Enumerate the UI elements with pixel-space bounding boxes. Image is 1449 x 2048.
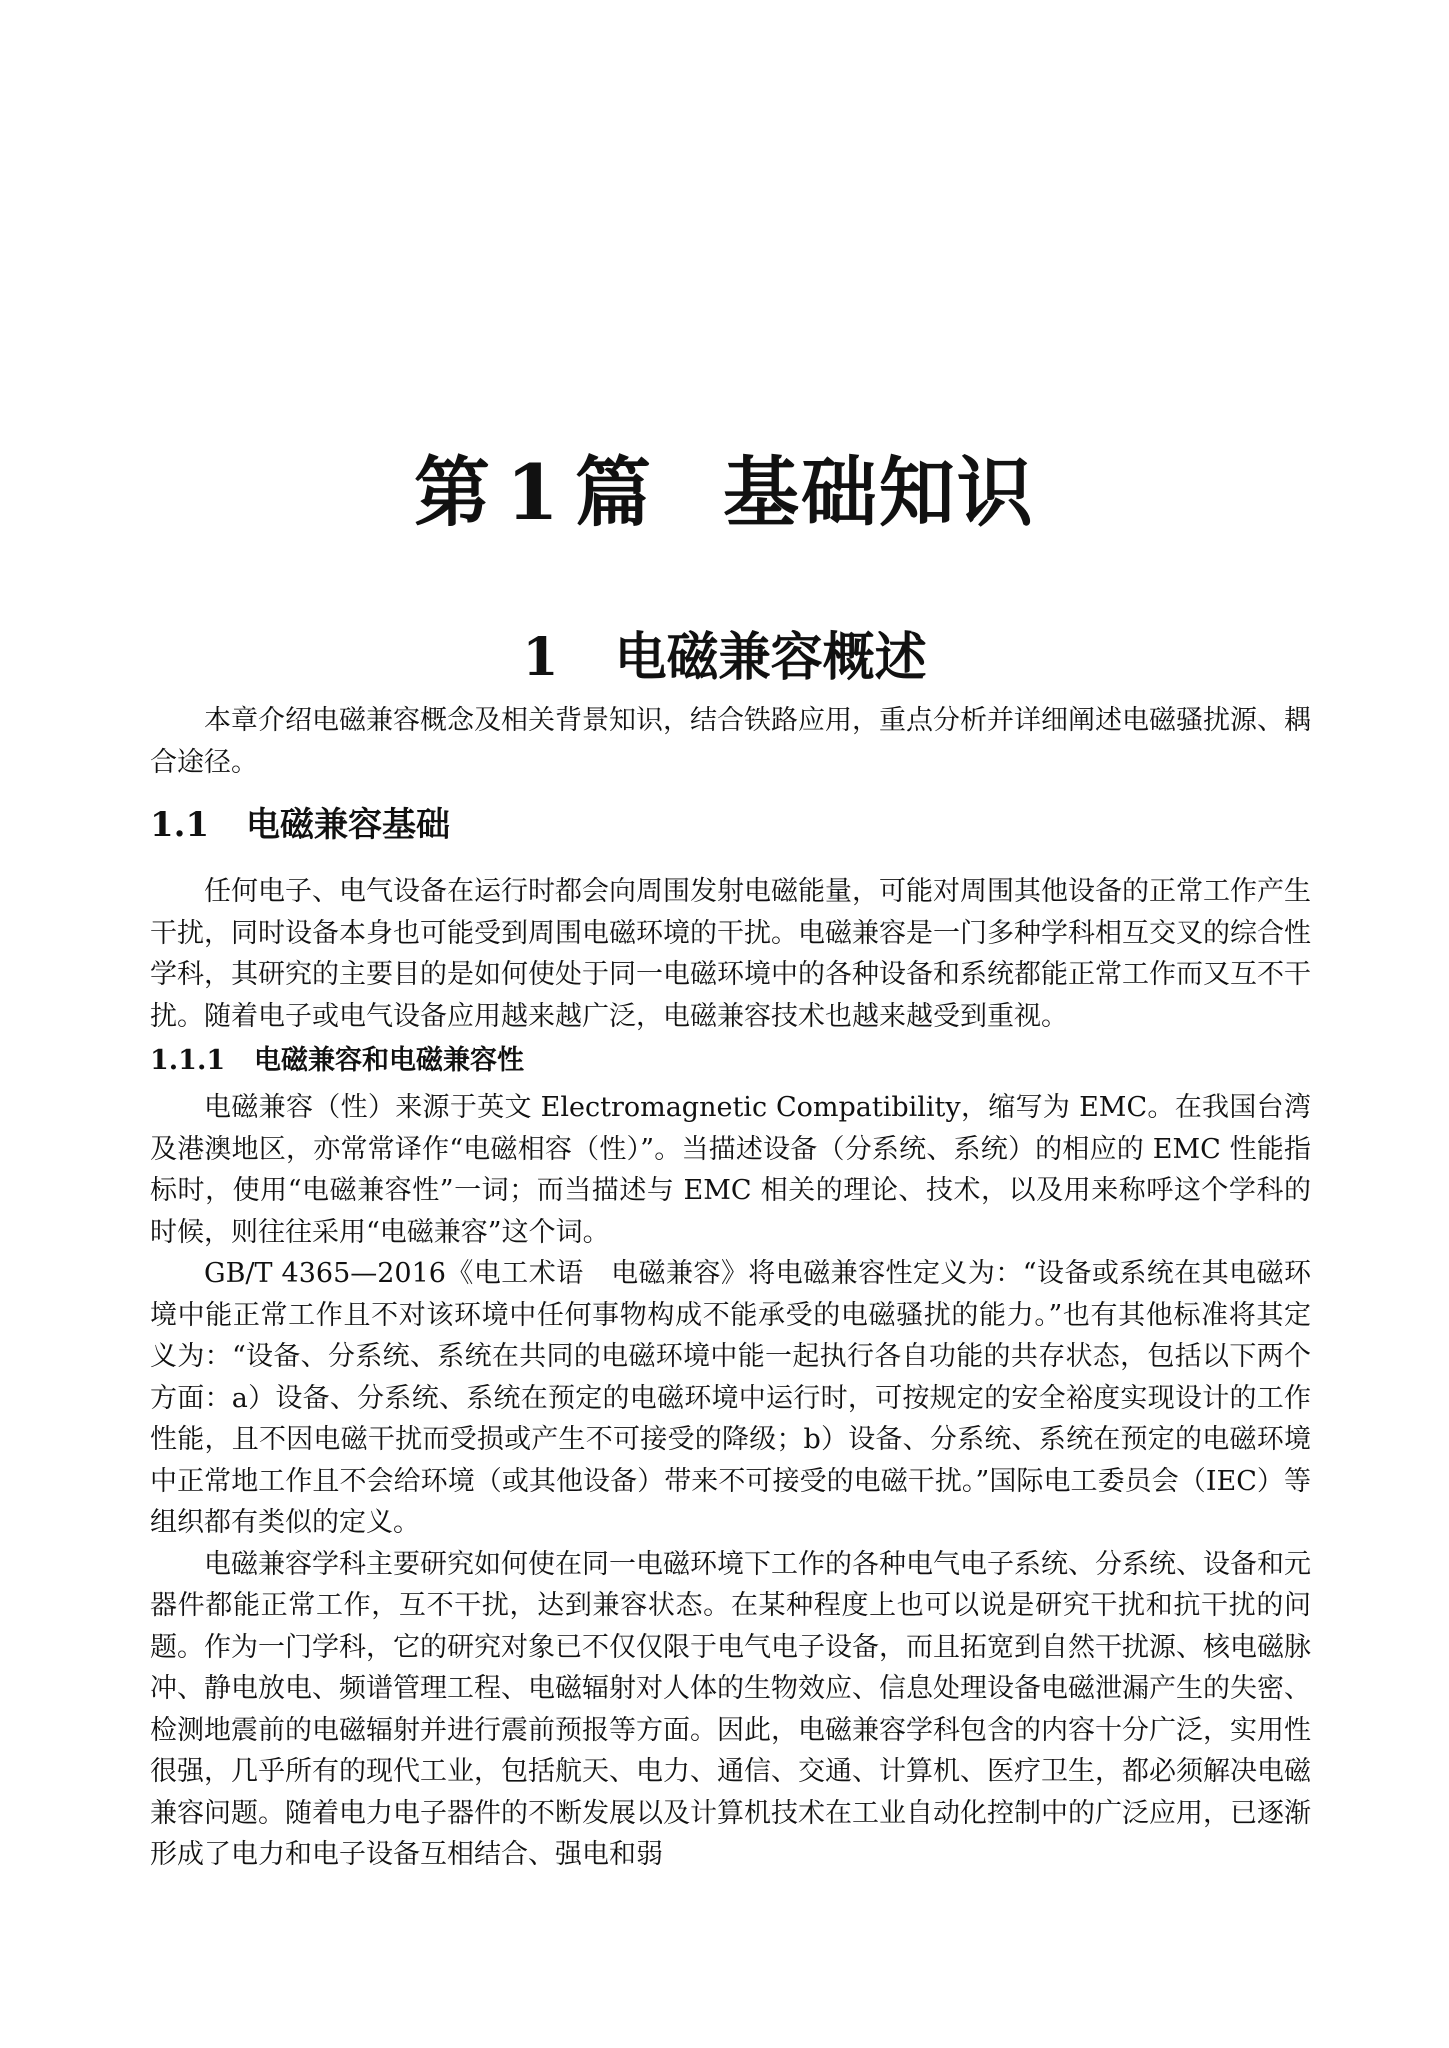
part-title-text: 基础知识 <box>722 447 1035 537</box>
section-paragraph: 任何电子、电气设备在运行时都会向周围发射电磁能量，可能对周围其他设备的正常工作产生干扰，同时设备本身也可能受到周围电磁环境的干扰。电磁兼容是一门多种学科相互交叉的综合性学科，其研究的主要目的是如何使处于同一电磁环境中的各种设备和系统都能正常工作而又互不干扰。随着电子或电气设备应用越来越广泛，电磁兼容技术也越来越受到重视。 <box>150 876 1311 1032</box>
section-number: 1.1 <box>150 805 210 845</box>
section-heading <box>150 797 1311 853</box>
part-number: 1 <box>506 447 561 537</box>
subsection-heading <box>150 1039 1311 1083</box>
subsection-paragraph-3: 电磁兼容学科主要研究如何使在同一电磁环境下工作的各种电气电子系统、分系统、设备和元器件都能正常工作，互不干扰，达到兼容状态。在某种程度上也可以说是研究干扰和抗干扰的问题。作为一门学科，它的研究对象已不仅仅限于电气电子设备，而且拓宽到自然干扰源、核电磁脉冲、静电放电、频谱管理工程、电磁辐射对人体的生物效应、信息处理设备电磁泄漏产生的失密、检测地震前的电磁辐射并进行震前预报等方面。因此，电磁兼容学科包含的内容十分广泛，实用性很强，几乎所有的现代工业，包括航天、电力、通信、交通、计算机、医疗卫生，都必须解决电磁兼容问题。随着电力电子器件的不断发展以及计算机技术在工业自动化控制中的广泛应用，已逐渐形成了电力和电子设备互相结合、强电和弱 <box>150 1548 1311 1870</box>
part-title <box>0 443 1449 543</box>
subsection-title: 电磁兼容和电磁兼容性 <box>254 1045 524 1076</box>
page-body <box>150 700 1311 1876</box>
chapter-intro: 本章介绍电磁兼容概念及相关背景知识，结合铁路应用，重点分析并详细阐述电磁骚扰源、耦合途径。 <box>150 705 1311 778</box>
part-label-prefix: 第 <box>414 447 493 537</box>
chapter-title-text: 电磁兼容概述 <box>614 628 927 689</box>
section-title: 电磁兼容基础 <box>246 805 450 845</box>
chapter-number: 1 <box>522 627 559 689</box>
subsection-number: 1.1.1 <box>150 1045 226 1076</box>
subsection-paragraph-2: GB/T 4365—2016《电工术语 电磁兼容》将电磁兼容性定义为：“设备或系统在其电磁环境中能正常工作且不对该环境中任何事物构成不能承受的电磁骚扰的能力。”也有其他标准将其定义为：“设备、分系统、系统在共同的电磁环境中能一起执行各自功能的共存状态，包括以下两个方面：a）设备、分系统、系统在预定的电磁环境中运行时，可按规定的安全裕度实现设计的工作性能，且不因电磁干扰而受损或产生不可接受的降级；b）设备、分系统、系统在预定的电磁环境中正常地工作且不会给环境（或其他设备）带来不可接受的电磁干扰。”国际电工委员会（IEC）等组织都有类似的定义。 <box>150 1258 1311 1538</box>
subsection-paragraph-1: 电磁兼容（性）来源于英文 Electromagnetic Compatibility，缩写为 EMC。在我国台湾及港澳地区，亦常常译作“电磁相容（性）”。当描述设备（分系统、系统）的相应的 EMC 性能指标时，使用“电磁兼容性”一词；而当描述与 EMC 相关的理论、技术，以及用来称呼这个学科的时候，则往往采用“电磁兼容”这个词。 <box>150 1092 1311 1248</box>
chapter-title <box>0 623 1449 693</box>
part-label-suffix: 篇 <box>574 447 653 537</box>
